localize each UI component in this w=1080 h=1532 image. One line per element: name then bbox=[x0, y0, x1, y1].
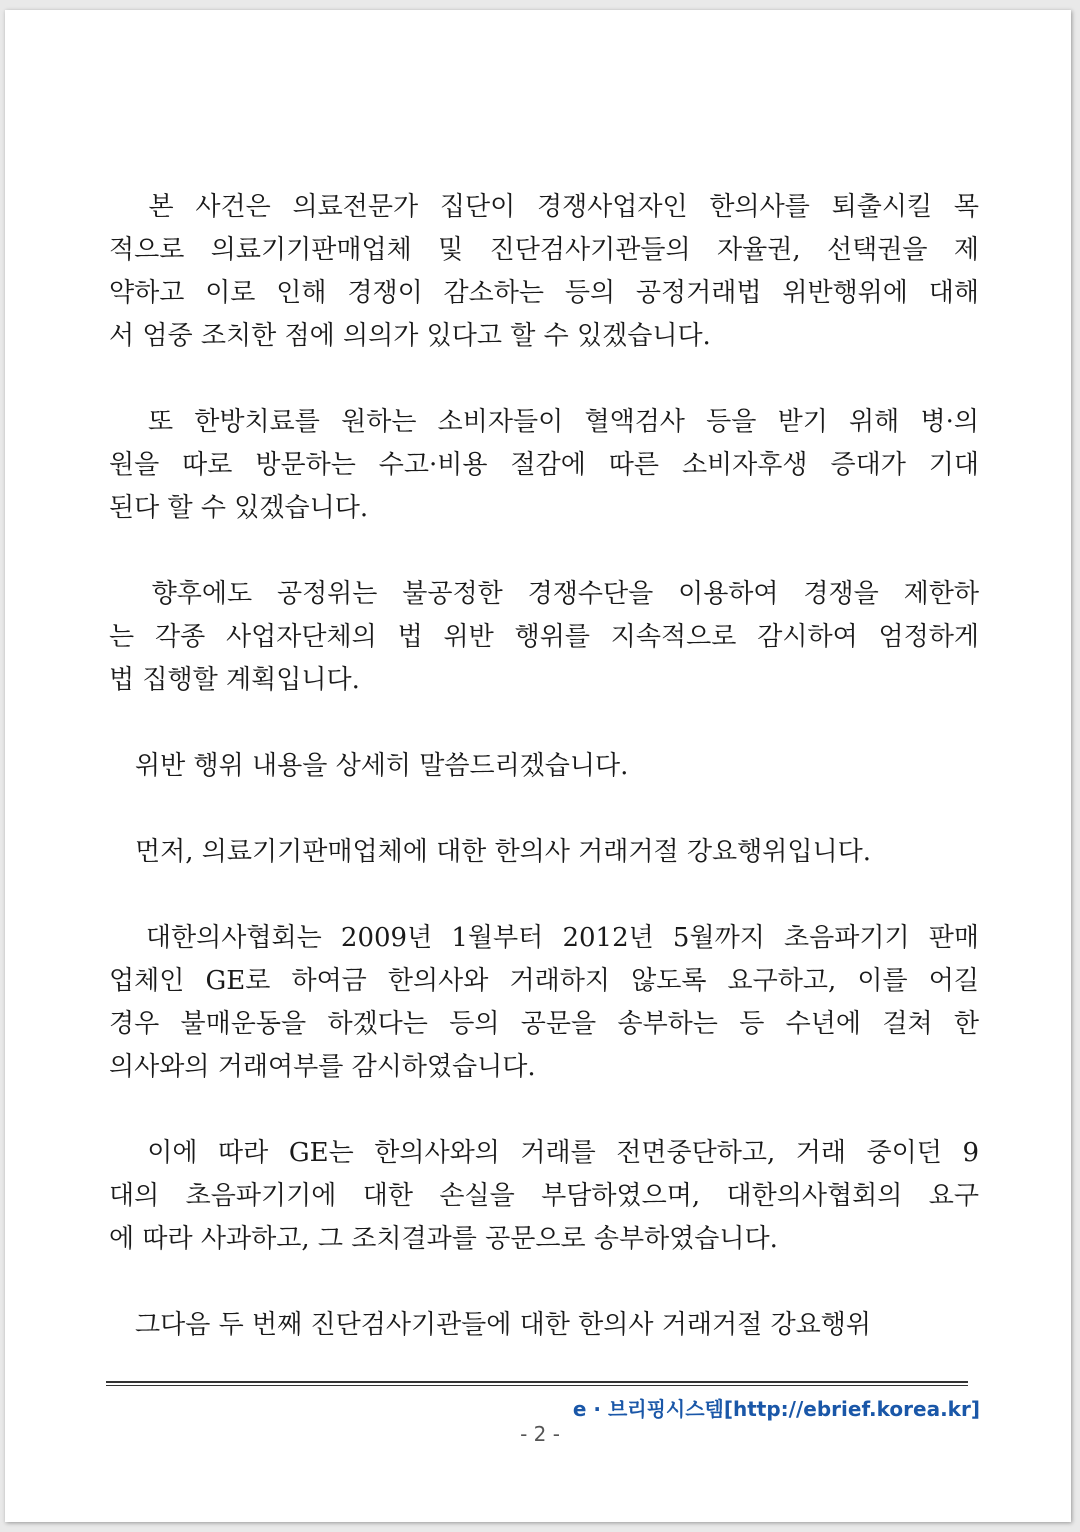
text-line: 또 한방치료를 원하는 소비자들이 혈액검사 등을 받기 위해 병·의 bbox=[109, 407, 979, 437]
text-line: 대한의사협회는 2009년 1월부터 2012년 5월까지 초음파기기 판매 bbox=[109, 923, 979, 953]
text-line: 대의 초음파기기에 대한 손실을 부담하였으며, 대한의사협회의 요구 bbox=[109, 1181, 979, 1211]
text-line: 그다음 두 번째 진단검사기관들에 대한 한의사 거래거절 강요행위 bbox=[109, 1310, 871, 1340]
text-line: 경우 불매운동을 하겠다는 등의 공문을 송부하는 등 수년에 걸쳐 한 bbox=[109, 1009, 979, 1039]
text-line: 약하고 이로 인해 경쟁이 감소하는 등의 공정거래법 위반행위에 대해 bbox=[109, 278, 979, 308]
text-line: 적으로 의료기기판매업체 및 진단검사기관들의 자율권, 선택권을 제 bbox=[109, 235, 979, 265]
document-body bbox=[109, 186, 979, 1390]
paragraph bbox=[109, 917, 979, 1089]
paragraph bbox=[109, 573, 979, 702]
page-number: - 2 - bbox=[520, 1422, 560, 1446]
text-line: 향후에도 공정위는 불공정한 경쟁수단을 이용하여 경쟁을 제한하 bbox=[109, 579, 979, 609]
paragraph bbox=[109, 186, 979, 358]
document-page bbox=[5, 10, 1071, 1522]
text-line: 는 각종 사업자단체의 법 위반 행위를 지속적으로 감시하여 엄정하게 bbox=[109, 622, 979, 652]
text-line: 이에 따라 GE는 한의사와의 거래를 전면중단하고, 거래 중이던 9 bbox=[109, 1138, 979, 1168]
paragraph bbox=[109, 745, 979, 788]
text-line: 위반 행위 내용을 상세히 말씀드리겠습니다. bbox=[109, 751, 629, 781]
paragraph bbox=[109, 401, 979, 530]
text-line: 의사와의 거래여부를 감시하였습니다. bbox=[109, 1052, 536, 1082]
text-line: 원을 따로 방문하는 수고·비용 절감에 따른 소비자후생 증대가 기대 bbox=[109, 450, 979, 480]
text-line: 업체인 GE로 하여금 한의사와 거래하지 않도록 요구하고, 이를 어길 bbox=[109, 966, 979, 996]
paragraph bbox=[109, 831, 979, 874]
text-line: 서 엄중 조치한 점에 의의가 있다고 할 수 있겠습니다. bbox=[109, 321, 711, 351]
text-line: 본 사건은 의료전문가 집단이 경쟁사업자인 한의사를 퇴출시킬 목 bbox=[109, 192, 979, 222]
paragraph bbox=[109, 1132, 979, 1261]
text-line: 먼저, 의료기기판매업체에 대한 한의사 거래거절 강요행위입니다. bbox=[109, 837, 871, 867]
text-line: 에 따라 사과하고, 그 조치결과를 공문으로 송부하였습니다. bbox=[109, 1224, 778, 1254]
footer-divider bbox=[106, 1381, 968, 1386]
text-line: 법 집행할 계획입니다. bbox=[109, 665, 360, 695]
paragraph bbox=[109, 1304, 979, 1347]
text-line: 된다 할 수 있겠습니다. bbox=[109, 493, 369, 523]
ebrief-footer-link[interactable]: e · 브리핑시스템[http://ebrief.korea.kr] bbox=[572, 1397, 980, 1421]
